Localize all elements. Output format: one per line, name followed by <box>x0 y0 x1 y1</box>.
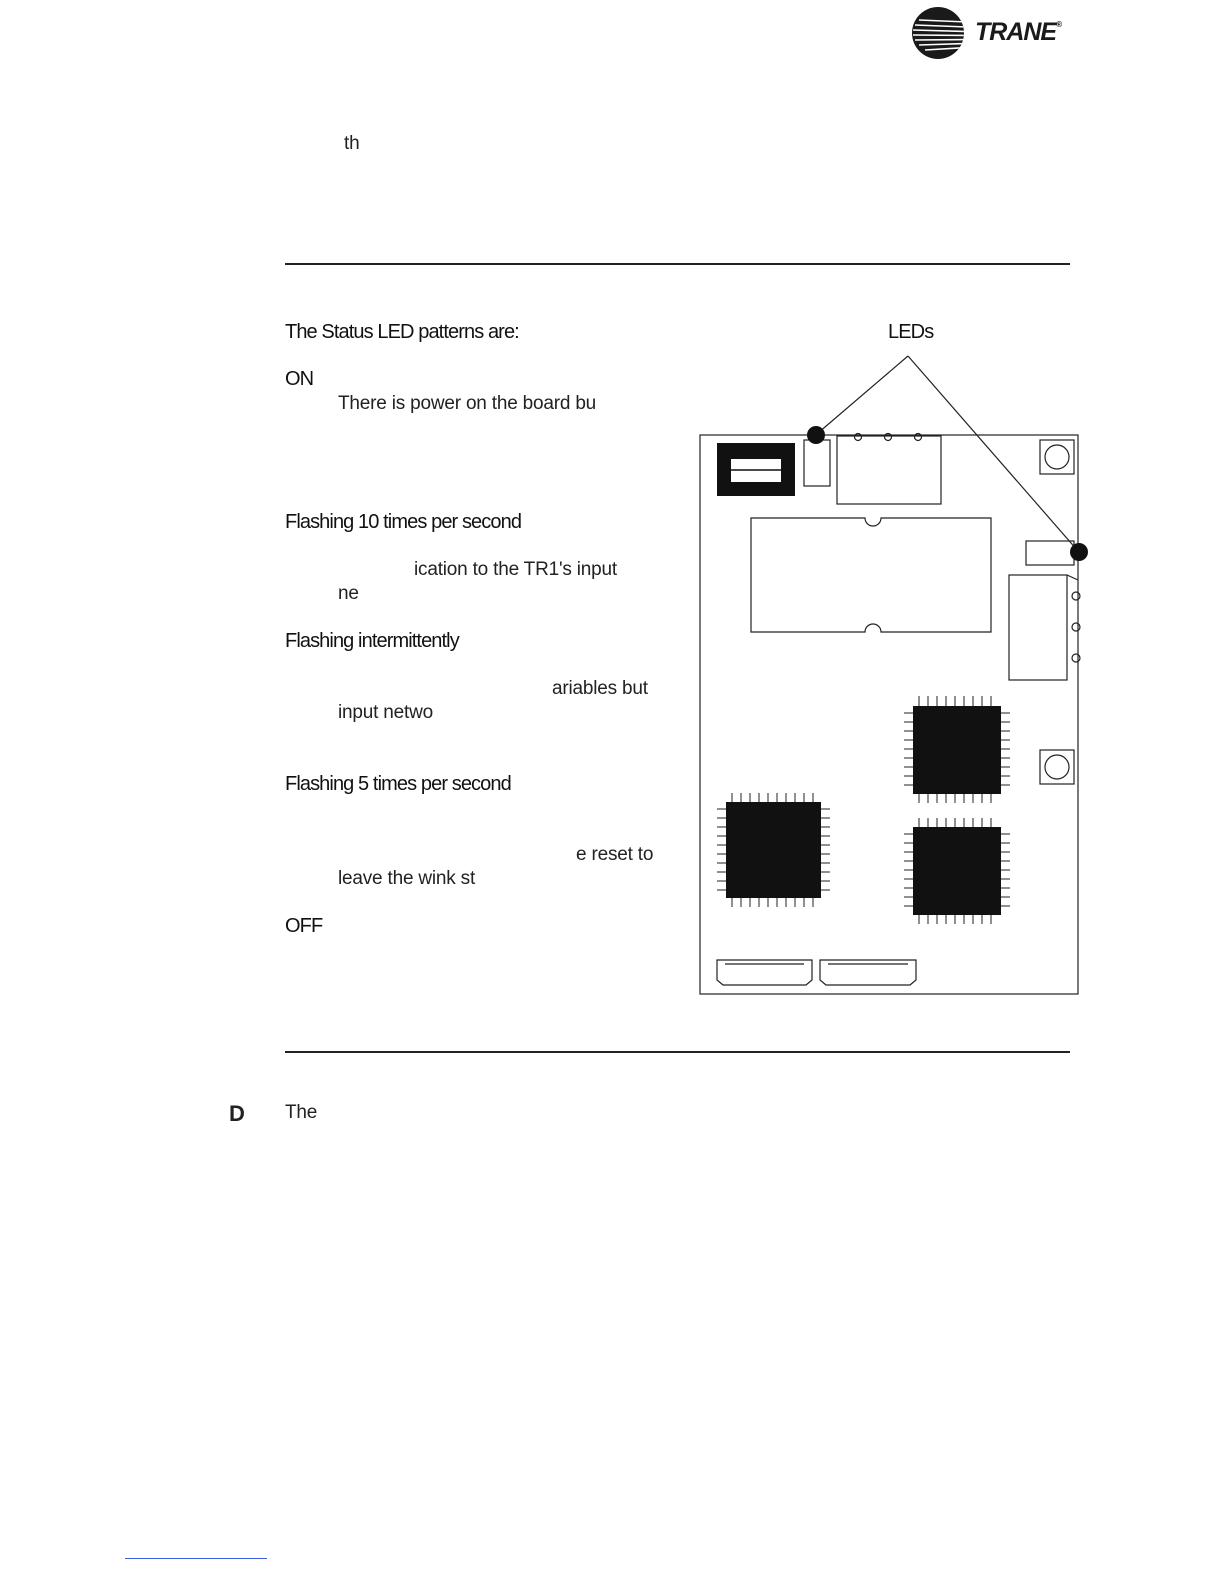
pattern-heading-off: OFF <box>285 915 323 937</box>
large-chip <box>751 518 991 632</box>
section-margin-letter: D <box>229 1101 245 1126</box>
chip-lower-right <box>904 818 1010 924</box>
pattern-flash-5-line-1: e reset to <box>576 844 654 865</box>
led-housing-right <box>1026 541 1074 565</box>
section-divider-bottom <box>285 1051 1070 1053</box>
trane-swirl-icon <box>911 6 967 62</box>
leader-line-led-1 <box>818 356 908 433</box>
chip-lower-left <box>717 793 830 907</box>
next-section-text: The <box>285 1102 318 1123</box>
pattern-intermittent-line-1: ariables but <box>552 678 648 699</box>
registered-mark: ® <box>1056 20 1062 29</box>
leds-label: LEDs <box>888 321 934 343</box>
leader-line-led-2 <box>908 356 1078 551</box>
pattern-heading-intermittent: Flashing intermittently <box>285 630 459 652</box>
board-outline <box>700 435 1078 994</box>
footer-link-underline[interactable] <box>125 1558 267 1559</box>
led-housing <box>804 440 830 486</box>
pattern-flash-5-line-2: leave the wink st <box>338 868 476 889</box>
pattern-flash-10-line-2: ne <box>338 583 359 604</box>
circuit-board-diagram <box>690 340 1100 1005</box>
trane-logo <box>911 6 1071 62</box>
status-intro: The Status LED patterns are: <box>285 321 519 343</box>
pattern-heading-on: ON <box>285 368 314 390</box>
pattern-intermittent-line-2: input netwo <box>338 702 433 723</box>
intro-fragment: th <box>344 133 360 154</box>
pattern-on-line-1: There is power on the board bu <box>338 393 597 414</box>
pattern-heading-flash-10: Flashing 10 times per second <box>285 511 522 533</box>
pattern-flash-10-line-1: ication to the TR1's input <box>414 559 617 580</box>
logo-wordmark: TRANE <box>975 18 1057 46</box>
top-connector <box>837 436 941 504</box>
status-led-1 <box>807 426 825 444</box>
status-led-2 <box>1070 543 1088 561</box>
section-divider-top <box>285 263 1070 265</box>
right-connector <box>1009 575 1067 680</box>
pattern-heading-flash-5: Flashing 5 times per second <box>285 773 511 795</box>
chip-upper-right <box>904 696 1010 803</box>
